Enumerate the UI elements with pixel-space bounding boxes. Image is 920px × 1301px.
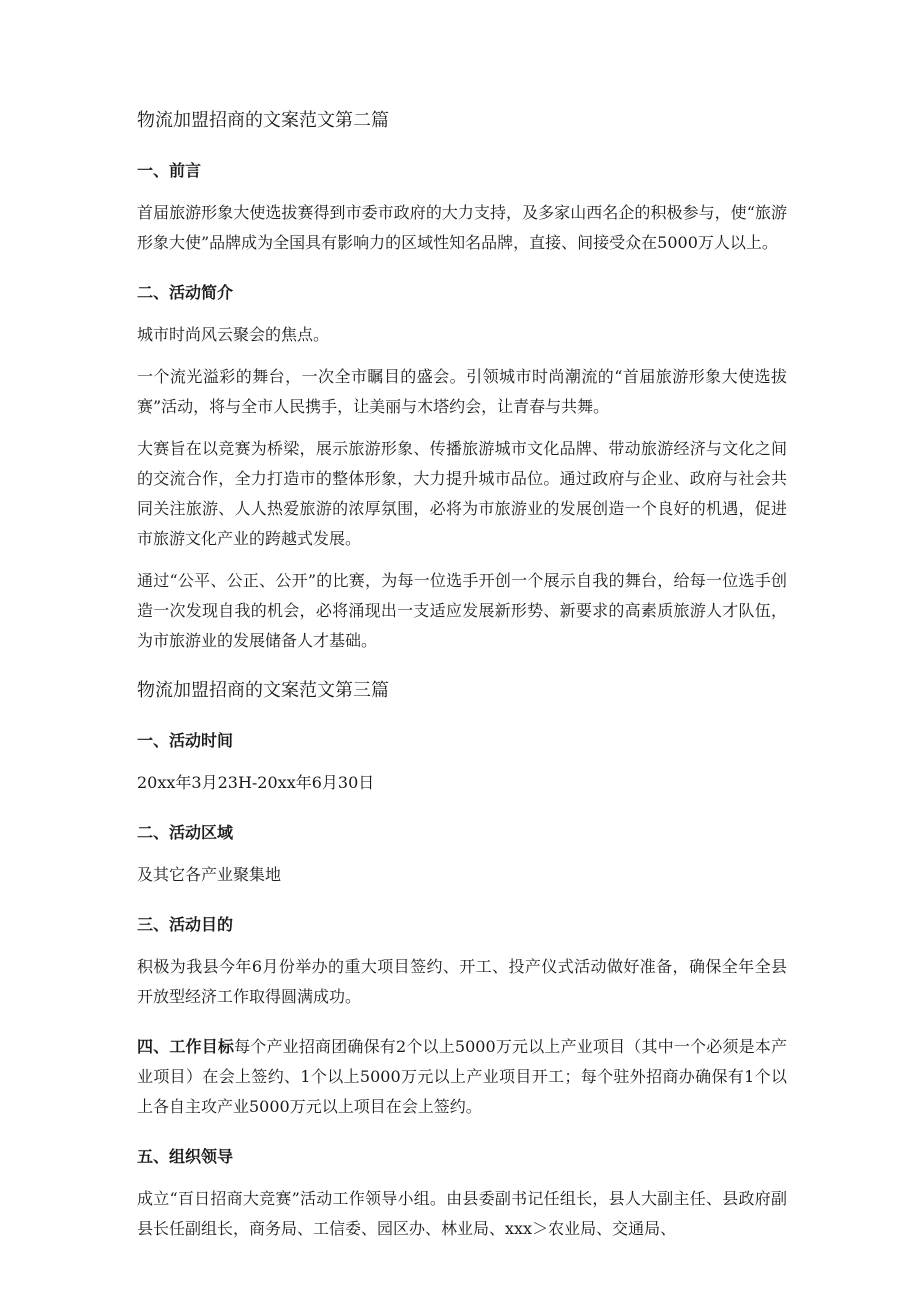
paragraph-activity-purpose: 积极为我县今年6月份举办的重大项目签约、开工、投产仪式活动做好准备，确保全年全县开放型经济工作取得圆满成功。 <box>137 957 787 1006</box>
heading-activity-intro: 二、活动简介 <box>137 283 234 302</box>
heading-work-goals: 四、工作目标 <box>137 1037 235 1056</box>
paragraph-intro-3: 大赛旨在以竞赛为桥梁，展示旅游形象、传播旅游城市文化品牌、带动旅游经济与文化之间的交流合作，全力打造市的整体形象，大力提升城市品位。通过政府与企业、政府与社会共同关注旅游、人人热爱旅游的浓厚氛围，必将为市旅游业的发展创造一个良好的机遇，促进市旅游文化产业的跨越式发展。 <box>137 439 787 548</box>
paragraph-work-goals <box>137 1032 787 1122</box>
paragraph-intro-2: 一个流光溢彩的舞台，一次全市瞩目的盛会。引领城市时尚潮流的“首届旅游形象大使选拔赛”活动，将与全市人民携手，让美丽与木塔约会，让青春与共舞。 <box>137 367 787 416</box>
heading-activity-area: 二、活动区域 <box>137 823 234 842</box>
document-title-3: 物流加盟招商的文案范文第三篇 <box>137 680 389 701</box>
paragraph-activity-time: 20xx年3月23H-20xx年6月30日 <box>137 773 375 792</box>
heading-activity-purpose: 三、活动目的 <box>137 915 234 934</box>
heading-activity-time: 一、活动时间 <box>137 731 234 750</box>
heading-organization: 五、组织领导 <box>137 1147 234 1166</box>
document-page <box>137 96 787 1244</box>
paragraph-organization: 成立“百日招商大竞赛”活动工作领导小组。由县委副书记任组长，县人大副主任、县政府副县长任副组长，商务局、工信委、园区办、林业局、xxx＞农业局、交通局、 <box>137 1189 787 1238</box>
paragraph-intro-4: 通过“公平、公正、公开”的比赛，为每一位选手开创一个展示自我的舞台，给每一位选手创造一次发现自我的机会，必将涌现出一支适应发展新形势、新要求的高素质旅游人才队伍，为市旅游业的发展储备人才基础。 <box>137 571 787 650</box>
paragraph-preface: 首届旅游形象大使选拔赛得到市委市政府的大力支持，及多家山西名企的积极参与，使“旅游形象大使”品牌成为全国具有影响力的区域性知名品牌，直接、间接受众在5000万人以上。 <box>137 203 787 252</box>
document-title-2: 物流加盟招商的文案范文第二篇 <box>137 110 389 131</box>
text-work-goals: 每个产业招商团确保有2个以上5000万元以上产业项目（其中一个必须是本产业项目）在会上签约、1个以上5000万元以上产业项目开工；每个驻外招商办确保有1个以上各自主攻产业5000万元以上项目在会上签约。 <box>137 1037 787 1116</box>
heading-preface: 一、前言 <box>137 161 202 180</box>
paragraph-intro-1: 城市时尚风云聚会的焦点。 <box>137 325 330 344</box>
paragraph-activity-area: 及其它各产业聚集地 <box>137 865 282 884</box>
